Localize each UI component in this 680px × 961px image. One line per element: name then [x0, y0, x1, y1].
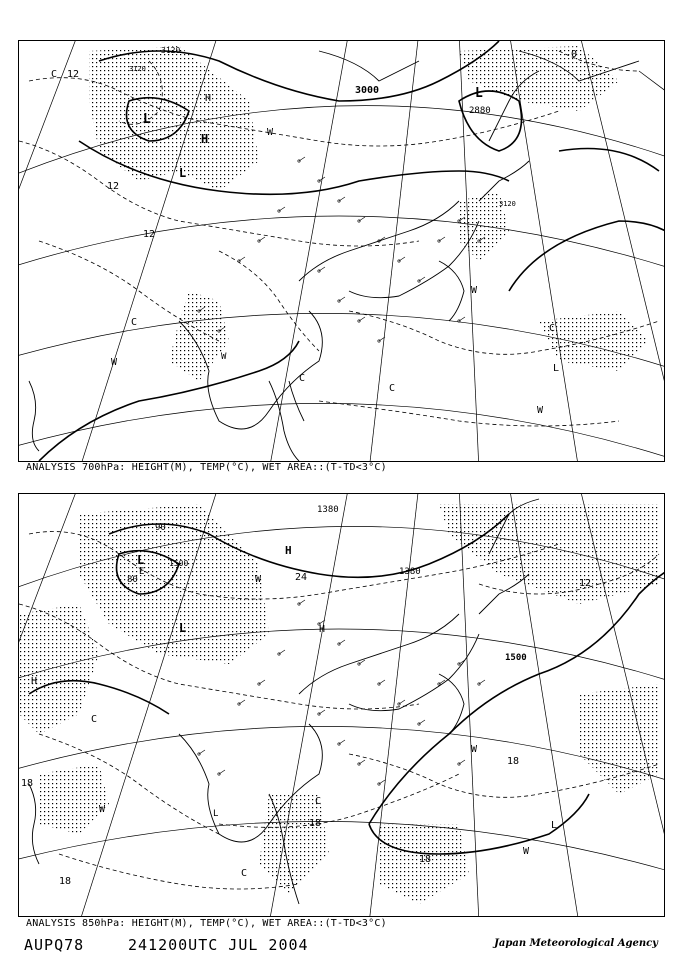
cold-marker: C: [389, 383, 396, 394]
height-label: 90: [155, 523, 166, 533]
warm-marker: W: [471, 285, 478, 296]
isotherm-label: 0: [571, 49, 578, 60]
high-center-marker: H: [285, 544, 292, 557]
panel-caption-700hpa: ANALYSIS 700hPa: HEIGHT(M), TEMP(°C), WET AREA::(T-TD<3°C): [26, 462, 387, 473]
isotherm-label: 18: [419, 854, 432, 865]
map-850hpa-svg: [19, 494, 664, 916]
height-label: 2880: [469, 106, 491, 116]
height-label: 3120: [161, 46, 181, 55]
isotherm-label: 12: [579, 578, 592, 589]
height-label: 1380: [399, 567, 421, 577]
isotherm-label: 12: [143, 229, 156, 240]
east-marker: E: [139, 567, 145, 577]
high-center-marker: H: [201, 132, 209, 146]
isotherm-label: 18: [21, 778, 34, 789]
low-center-marker: L: [179, 621, 187, 635]
low-center-marker: L: [143, 112, 151, 127]
cold-marker: C: [549, 323, 556, 334]
height-label: 3120: [129, 65, 146, 73]
isotherm-label: 24: [295, 572, 308, 583]
warm-marker: W: [99, 804, 106, 815]
isotherm-label: 18: [507, 756, 520, 767]
height-label: 1500: [169, 559, 189, 568]
cold-marker: C: [299, 373, 306, 384]
valid-time: 241200UTC JUL 2004: [128, 936, 309, 954]
chart-code: AUPQ78: [24, 936, 85, 954]
high-center-marker: H: [31, 676, 38, 687]
high-center-marker: H: [319, 624, 326, 635]
warm-marker: W: [537, 405, 544, 416]
warm-marker: W: [523, 846, 530, 857]
warm-marker: W: [255, 574, 262, 585]
isotherm-label: 18: [309, 818, 322, 829]
low-center-marker: L: [551, 820, 558, 831]
wet-area-shading: [89, 46, 649, 381]
warm-marker: W: [471, 744, 478, 755]
map-panel-850hpa: [18, 493, 665, 917]
agency-credit: Japan Meteorological Agency: [494, 938, 658, 949]
low-center-marker: L: [137, 553, 145, 567]
warm-marker: W: [221, 352, 227, 362]
high-center-marker: H: [205, 93, 212, 104]
map-panel-700hpa: [18, 40, 665, 462]
panel-caption-850hpa: ANALYSIS 850hPa: HEIGHT(M), TEMP(°C), WET AREA::(T-TD<3°C): [26, 918, 387, 929]
station-plots: [198, 157, 485, 342]
low-center-marker: L: [213, 809, 219, 819]
height-label: 3120: [499, 200, 516, 208]
height-label: 80: [127, 575, 138, 585]
low-center-marker: L: [179, 166, 187, 180]
cold-marker: C: [131, 317, 138, 328]
height-label: 3000: [355, 85, 380, 96]
cold-marker: C: [91, 714, 98, 725]
isotherm-label: 18: [59, 876, 72, 887]
isotherm-label: 12: [107, 181, 120, 192]
wet-area-shading: [19, 504, 659, 904]
warm-marker: W: [267, 127, 274, 138]
low-center-marker: L: [475, 86, 483, 101]
warm-marker: W: [111, 357, 118, 368]
isotherm-label: 12: [67, 69, 80, 80]
height-label: 1380: [317, 505, 339, 515]
cold-marker: C: [51, 69, 58, 80]
cold-marker: C: [241, 868, 248, 879]
cold-marker: C: [315, 796, 322, 807]
low-center-marker: L: [553, 363, 560, 374]
map-700hpa-svg: [19, 41, 664, 461]
height-label: 1500: [505, 653, 527, 663]
